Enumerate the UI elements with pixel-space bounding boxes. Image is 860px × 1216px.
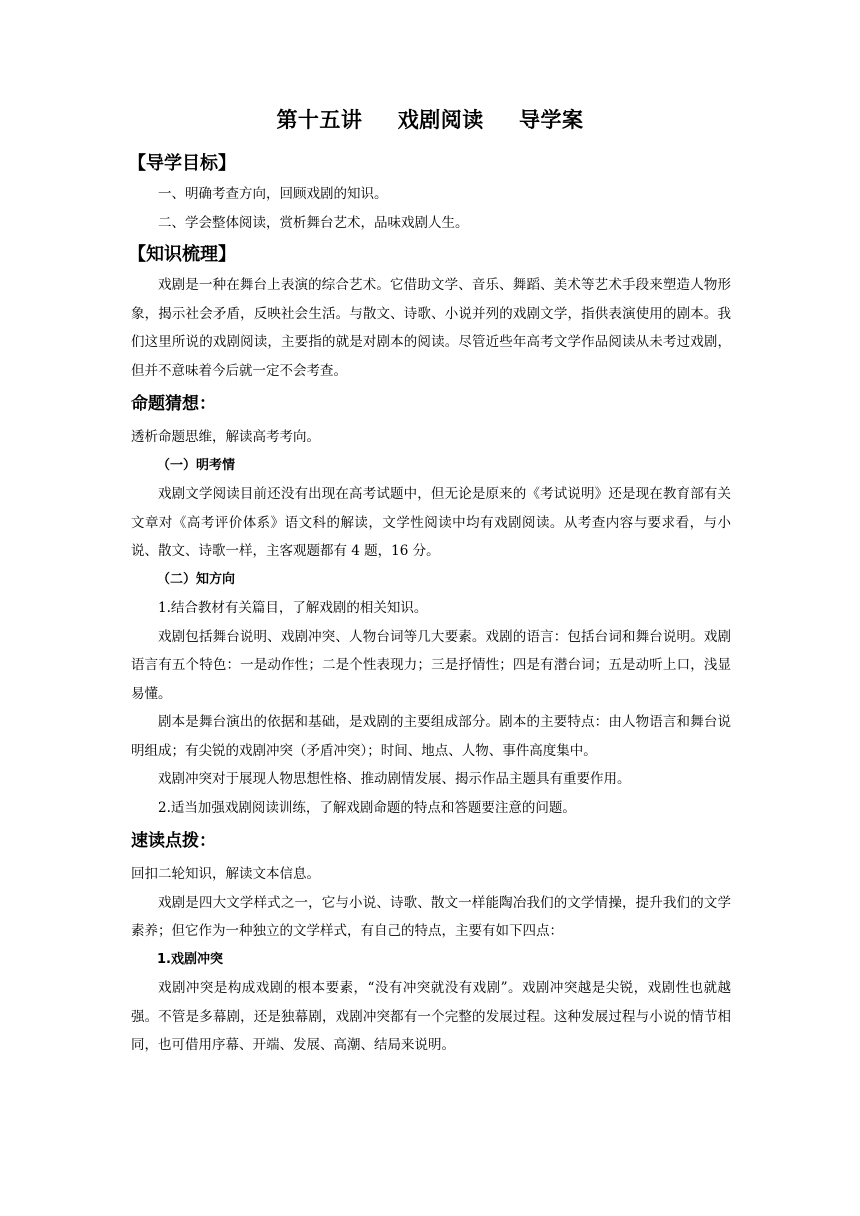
speedread-intro: 回扣二轮知识，解读文本信息。 xyxy=(131,866,320,882)
page-title: 第十五讲 戏剧阅读 导学案 xyxy=(276,108,584,132)
prediction-paragraph-1: 戏剧文学阅读目前还没有出现在高考试题中，但无论是原来的《考试说明》还是现在教育部有关文章对《高考评价体系》语文科的解读，文学性阅读中均有戏剧阅读。从考查内容与要求看，与小说、散文、诗歌一样，主客观题都有 4 题，16 分。 xyxy=(131,486,731,559)
goals-heading: 【导学目标】 xyxy=(128,153,236,174)
prediction-heading: 命题猜想： xyxy=(131,394,216,414)
prediction-subheading-1: （一）明考情 xyxy=(157,457,236,473)
knowledge-paragraph: 戏剧是一种在舞台上表演的综合艺术。它借助文学、音乐、舞蹈、美术等艺术手段来塑造人物形象，揭示社会矛盾，反映社会生活。与散文、诗歌、小说并列的戏剧文学，指供表演使用的剧本。我们这里所说的戏剧阅读，主要指的就是对剧本的阅读。尽管近些年高考文学作品阅读从未考过戏剧，但并不意味着今后就一定不会考查。 xyxy=(131,277,731,379)
speedread-paragraph-1: 戏剧冲突是构成戏剧的根本要素，“没有冲突就没有戏剧”。戏剧冲突越是尖锐，戏剧性也就越强。不管是多幕剧，还是独幕剧，戏剧冲突都有一个完整的发展过程。这种发展过程与小说的情节相同，也可借用序幕、开端、发展、高潮、结局来说明。 xyxy=(131,980,731,1053)
knowledge-heading: 【知识梳理】 xyxy=(128,244,236,265)
prediction-point: 戏剧包括舞台说明、戏剧冲突、人物台词等几大要素。戏剧的语言：包括台词和舞台说明。戏剧语言有五个特色：一是动作性；二是个性表现力；三是抒情性；四是有潜台词；五是动听上口，浅显易懂。 xyxy=(131,628,731,702)
document-body xyxy=(128,146,731,1060)
prediction-intro: 透析命题思维，解读高考考向。 xyxy=(131,429,320,445)
speedread-heading: 速读点拨： xyxy=(131,831,216,851)
speedread-paragraph: 戏剧是四大文学样式之一，它与小说、诗歌、散文一样能陶冶我们的文学情操，提升我们的文学素养；但它作为一种独立的文学样式，有自己的特点，主要有如下四点： xyxy=(131,894,731,939)
speedread-subheading-1: 1.戏剧冲突 xyxy=(157,951,223,967)
prediction-point: 剧本是舞台演出的依据和基础，是戏剧的主要组成部分。剧本的主要特点：由人物语言和舞台说明组成；有尖锐的戏剧冲突（矛盾冲突）；时间、地点、人物、事件高度集中。 xyxy=(131,714,731,759)
prediction-point: 1.结合教材有关篇目，了解戏剧的相关知识。 xyxy=(158,600,428,616)
prediction-subheading-2: （二）知方向 xyxy=(157,571,236,587)
goal-item: 一、明确考查方向，回顾戏剧的知识。 xyxy=(158,186,388,202)
prediction-point: 戏剧冲突对于展现人物思想性格、推动剧情发展、揭示作品主题具有重要作用。 xyxy=(158,771,631,787)
goal-item: 二、学会整体阅读，赏析舞台艺术，品味戏剧人生。 xyxy=(158,214,469,231)
prediction-point: 2.适当加强戏剧阅读训练，了解戏剧命题的特点和答题要注意的问题。 xyxy=(158,799,576,816)
